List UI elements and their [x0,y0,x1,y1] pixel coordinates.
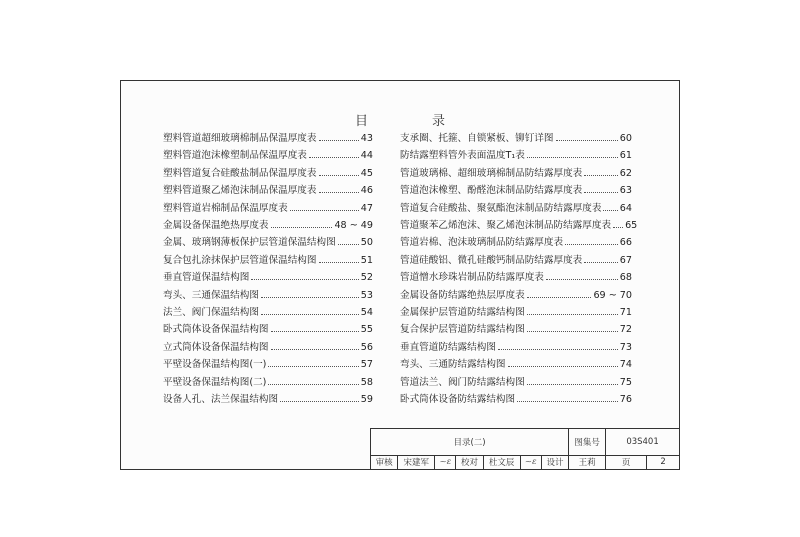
toc-leader-dots [517,401,618,402]
toc-entry-title: 垂直管道保温结构图 [163,272,250,284]
toc-entry-page: 69 ~ 70 [593,289,632,301]
toc-entry [163,391,373,408]
check-label: 校对 [456,455,483,469]
toc-entry-page: 67 [619,254,632,266]
toc-leader-dots [527,157,618,158]
title-block [370,428,680,470]
toc-entry [400,391,632,408]
toc-entry-title: 卧式筒体设备保温结构图 [163,324,269,336]
toc-entry-title: 管道岩棉、泡沫玻璃制品防结露厚度表 [400,237,564,249]
toc-entry-page: 58 [360,376,373,388]
toc-leader-dots [319,140,359,141]
toc-entry-title: 塑料管道复合硅酸盐制品保温厚度表 [163,167,317,179]
review-label: 审核 [371,455,398,469]
toc-entry [163,252,373,269]
toc-entry-page: 48 ~ 49 [334,220,373,232]
toc-entry [400,200,632,217]
toc-leader-dots [268,384,358,385]
toc-entry-title: 防结露塑料管外表面温度T₁表 [400,150,525,162]
toc-entry-title: 塑料管道聚乙烯泡沫制品保温厚度表 [163,185,317,197]
toc-leader-dots [338,244,359,245]
toc-leader-dots [584,262,618,263]
toc-entry [163,287,373,304]
toc-entry-title: 复合保护层管道防结露结构图 [400,324,525,336]
toc-entry-page: 71 [619,307,632,319]
toc-leader-dots [309,157,359,158]
toc-entry [163,217,373,234]
toc-entry [163,374,373,391]
toc-entry [400,252,632,269]
toc-entry-title: 支承圈、托箍、自锁紧板、铆钉详图 [400,133,554,144]
toc-entry-title: 管道憎水珍珠岩制品防结露厚度表 [400,272,544,284]
toc-leader-dots [271,349,359,350]
toc-leader-dots [613,227,623,228]
toc-entry [400,217,638,234]
toc-entry-title: 塑料管道泡沫橡塑制品保温厚度表 [163,150,307,162]
toc-entry-title: 复合包扎涂抹保护层管道保温结构图 [163,254,317,266]
toc-entry [163,147,373,164]
toc-entry-page: 57 [360,359,373,371]
toc-entry [400,165,632,182]
toc-entry-page: 63 [619,185,632,197]
toc-entry-title: 法兰、阀门保温结构图 [163,307,259,319]
toc-entry-title: 塑料管道岩棉制品保温厚度表 [163,202,288,214]
toc-entry-title: 管道玻璃棉、超细玻璃棉制品防结露厚度表 [400,167,583,179]
toc-left-column [163,130,373,409]
toc-leader-dots [603,210,617,211]
toc-entry [163,304,373,321]
toc-leader-dots [565,244,618,245]
toc-entry-page: 60 [619,133,632,144]
page-label: 页 [606,455,647,469]
toc-leader-dots [290,210,359,211]
heading-left-char: 目 [355,114,371,129]
toc-leader-dots [261,297,359,298]
page-number: 2 [647,455,680,469]
toc-entry-title: 管道硅酸铝、微孔硅酸钙制品防结露厚度表 [400,254,583,266]
toc-leader-dots [508,366,618,367]
toc-entry-page: 76 [619,394,632,406]
toc-entry-title: 管道复合硅酸盐、聚氨酯泡沫制品防结露厚度表 [400,202,602,214]
toc-leader-dots [319,192,359,193]
toc-entry-page: 56 [360,341,373,353]
toc-leader-dots [584,192,618,193]
toc-leader-dots [546,279,618,280]
toc-entry-page: 46 [360,185,373,197]
toc-entry [400,304,632,321]
toc-entry-title: 管道泡沫橡塑、酚醛泡沫制品防结露厚度表 [400,185,583,197]
toc-entry-title: 金属设备防结露绝热层厚度表 [400,289,525,301]
drawing-title: 目录(二) [371,429,569,456]
toc-entry-page: 68 [619,272,632,284]
toc-leader-dots [319,175,359,176]
toc-entry-title: 垂直管道防结露结构图 [400,341,496,353]
toc-entry [400,356,632,373]
reviewer-signature: ~ε [435,455,456,469]
toc-leader-dots [527,314,618,315]
toc-entry-title: 管道法兰、阀门防结露结构图 [400,376,525,388]
toc-entry-page: 55 [360,324,373,336]
toc-entry-title: 立式筒体设备保温结构图 [163,341,269,353]
toc-entry [400,147,632,164]
toc-entry-title: 卧式筒体设备防结露结构图 [400,394,516,406]
toc-entry-page: 53 [360,289,373,301]
toc-entry-page: 45 [360,167,373,179]
toc-entry [163,182,373,199]
toc-entry-page: 65 [625,220,638,232]
toc-entry-page: 64 [619,202,632,214]
reviewer-name: 宋建军 [398,455,435,469]
toc-entry-page: 44 [360,150,373,162]
toc-entry-page: 50 [360,237,373,249]
toc-entry-page: 74 [619,359,632,371]
toc-entry-page: 73 [619,341,632,353]
toc-entry-title: 弯头、三通防结露结构图 [400,359,506,371]
toc-entry [163,234,373,251]
toc-entry [400,374,632,391]
toc-leader-dots [584,175,618,176]
toc-entry [400,182,632,199]
toc-leader-dots [319,262,359,263]
toc-entry [163,200,373,217]
toc-entry-page: 47 [360,202,373,214]
toc-entry-page: 51 [360,254,373,266]
toc-entry-title: 金属保护层管道防结露结构图 [400,307,525,319]
toc-leader-dots [271,331,359,332]
toc-entry-page: 62 [619,167,632,179]
toc-entry-page: 59 [360,394,373,406]
toc-leader-dots [268,366,358,367]
toc-entry-title: 塑料管道超细玻璃棉制品保温厚度表 [163,133,317,144]
checker-name: 杜文辰 [483,455,520,469]
toc-entry-page: 52 [360,272,373,284]
toc-entry [163,165,373,182]
toc-entry [400,269,632,286]
atlas-number-label: 图集号 [569,429,606,456]
toc-entry [163,130,373,147]
toc-entry [400,339,632,356]
toc-entry [163,339,373,356]
toc-leader-dots [527,331,618,332]
toc-entry-page: 61 [619,150,632,162]
toc-right-column [400,130,638,409]
toc-entry-page: 54 [360,307,373,319]
design-label: 设计 [541,455,568,469]
atlas-number: 03S401 [606,429,680,456]
toc-entry [400,234,632,251]
toc-entry [163,269,373,286]
toc-entry-title: 弯头、三通保温结构图 [163,289,259,301]
toc-entry-page: 72 [619,324,632,336]
toc-entry-title: 设备人孔、法兰保温结构图 [163,394,279,406]
toc-entry-page: 66 [619,237,632,249]
toc-entry-title: 金属设备保温绝热厚度表 [163,220,269,232]
toc-entry-page: 75 [619,376,632,388]
toc-leader-dots [271,227,333,228]
toc-entry [400,321,632,338]
checker-signature: ~ε [520,455,541,469]
toc-entry-page: 43 [360,133,373,144]
toc-entry-title: 平壁设备保温结构图(二) [163,376,267,388]
toc-leader-dots [498,349,618,350]
toc-entry [400,287,632,304]
toc-entry [163,321,373,338]
toc-leader-dots [527,384,618,385]
toc-leader-dots [280,401,359,402]
toc-entry-title: 管道聚苯乙烯泡沫、聚乙烯泡沫制品防结露厚度表 [400,220,612,232]
toc-leader-dots [261,314,359,315]
toc-entry [400,130,632,147]
toc-leader-dots [251,279,358,280]
toc-leader-dots [556,140,618,141]
toc-entry-title: 金属、玻璃钢薄板保护层管道保温结构图 [163,237,336,249]
toc-entry [163,356,373,373]
designer-name: 王莉 [569,455,606,469]
toc-leader-dots [527,297,592,298]
heading-right-char: 录 [432,114,448,129]
toc-entry-title: 平壁设备保温结构图(一) [163,359,267,371]
